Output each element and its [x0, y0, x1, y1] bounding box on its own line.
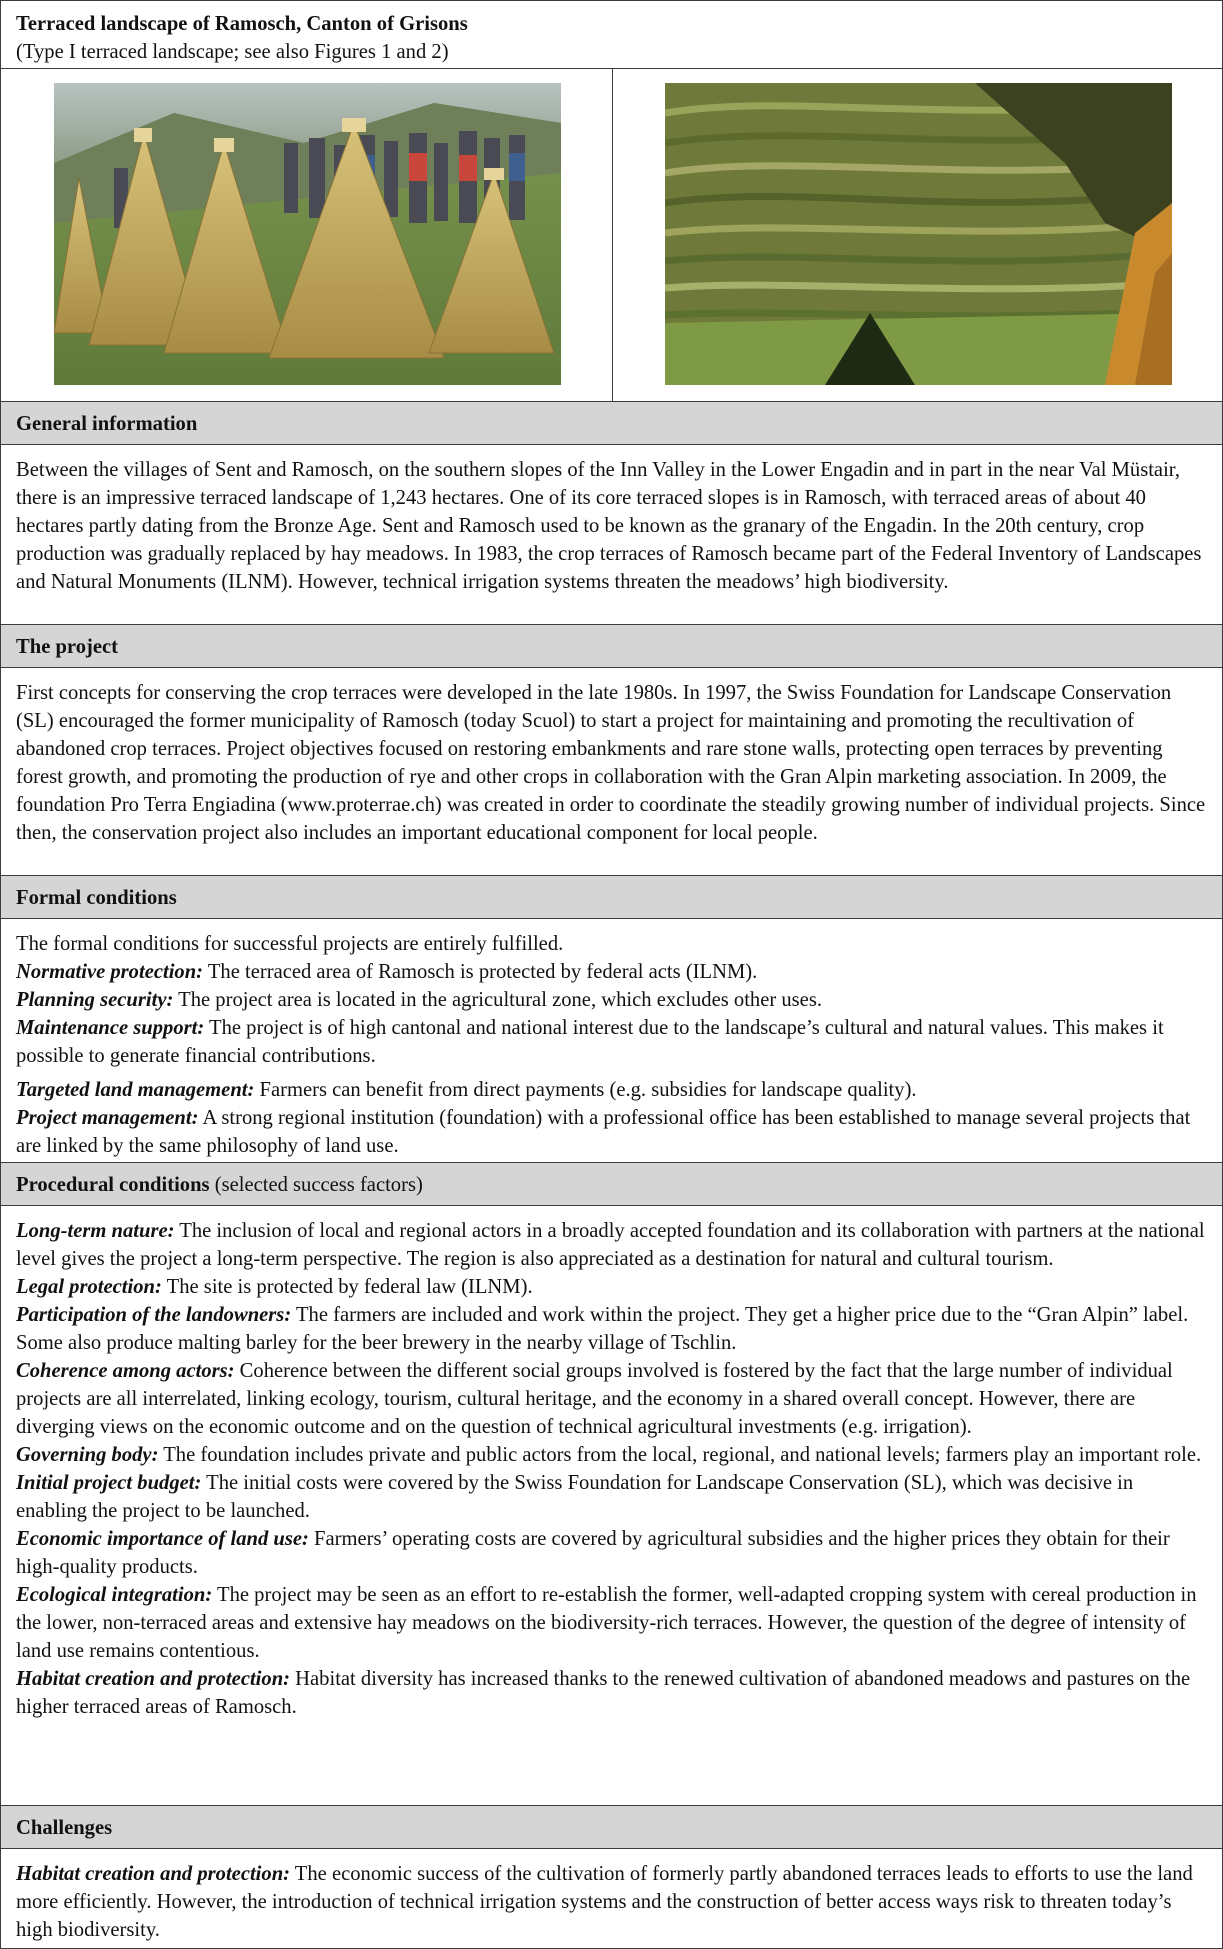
formal-item: [16, 1014, 1207, 1070]
formal-heading-text: Formal conditions: [16, 887, 177, 909]
challenges-item-text: The economic success of the cultivation of formerly partly abandoned terraces leads to efforts to use the land more efficiently. However, the introduction of technical irrigation systems and the construction of better access ways risk to threaten today’s high biodiversity.: [16, 1863, 1193, 1941]
formal-item-text: The project is of high cantonal and national interest due to the landscape’s cultural and natural values. This makes it possible to generate financial contributions.: [16, 1017, 1164, 1067]
procedural-item-label: Coherence among actors:: [16, 1360, 235, 1382]
procedural-item-text: The initial costs were covered by the Swiss Foundation for Landscape Conservation (SL), which was decisive in enabling the project to be launched.: [16, 1472, 1134, 1522]
procedural-item-label: Legal protection:: [16, 1276, 162, 1298]
procedural-item-text: The inclusion of local and regional actors in a broadly accepted foundation and its collaboration with partners at the national level gives the project a long-term perspective. The region is also appreciated as a destination for natural and cultural tourism.: [16, 1220, 1205, 1270]
photo-terraced-slope: [665, 83, 1172, 385]
photo-divider: [612, 69, 613, 402]
procedural-item: [16, 1357, 1207, 1441]
challenges-item: [16, 1860, 1207, 1944]
document-subtitle: (Type I terraced landscape; see also Figures 1 and 2): [16, 41, 449, 63]
section-body-formal: [1, 919, 1222, 1163]
section-heading-procedural: [1, 1163, 1222, 1206]
section-heading-challenges: [1, 1806, 1222, 1849]
challenges-heading-text: Challenges: [16, 1817, 113, 1839]
challenges-item-label: Habitat creation and protection:: [16, 1863, 291, 1885]
procedural-item-text: Coherence between the different social groups involved is fostered by the fact that the large number of individual projects are all interrelated, linking ecology, tourism, cultural heritage, and the economy in a shared overall concept. However, there are diverging views on the economic outcome and on the question of technical agricultural investments (e.g. irrigation).: [16, 1360, 1173, 1438]
section-body-project: [1, 668, 1222, 876]
formal-item-label: Planning security:: [16, 989, 174, 1011]
formal-item: [16, 1104, 1207, 1160]
formal-item: [16, 986, 1207, 1014]
procedural-item: [16, 1525, 1207, 1581]
procedural-item-label: Governing body:: [16, 1444, 159, 1466]
formal-item: [16, 1076, 1207, 1104]
procedural-item-text: Farmers’ operating costs are covered by agricultural subsidies and the higher prices they obtain for their high-quality products.: [16, 1528, 1170, 1578]
procedural-item-label: Ecological integration:: [16, 1584, 213, 1606]
procedural-item-label: Habitat creation and protection:: [16, 1668, 291, 1690]
project-heading-text: The project: [16, 636, 118, 658]
formal-item-label: Targeted land management:: [16, 1079, 255, 1101]
section-heading-formal: [1, 876, 1222, 919]
formal-intro: The formal conditions for successful projects are entirely fulfilled.: [16, 933, 564, 955]
formal-item-text: The terraced area of Ramosch is protected by federal acts (ILNM).: [203, 961, 758, 983]
photo-row: [1, 69, 1222, 402]
formal-item: [16, 958, 1207, 986]
formal-item-text: Farmers can benefit from direct payments (e.g. subsidies for landscape quality).: [254, 1079, 917, 1101]
procedural-item-text: The project may be seen as an effort to re-establish the former, well-adapted cropping system with cereal production in the lower, non-terraced areas and extensive hay meadows on the biodiversity-rich terraces. However, the question of the degree of intensity of land use remains contentious.: [16, 1584, 1197, 1662]
title-block: [1, 1, 1222, 69]
procedural-item: [16, 1469, 1207, 1525]
project-paragraph: First concepts for conserving the crop terraces were developed in the late 1980s. In 1997, the Swiss Foundation for Landscape Conservation (SL) encouraged the former municipality of Ramosch (today Scuol) to start a project for maintaining and promoting the recultivation of abandoned crop terraces. Project objectives focused on restoring embankments and rare stone walls, protecting open terraces by preventing forest growth, and promoting the production of rye and other crops in collaboration with the Gran Alpin marketing association. In 2009, the foundation Pro Terra Engiadina (www.proterrae.ch) was created in order to coordinate the steadily growing number of individual projects. Since then, the conservation project also includes an important educational component for local people.: [16, 682, 1206, 844]
formal-item-label: Normative protection:: [16, 961, 204, 983]
section-heading-project: [1, 625, 1222, 668]
general-paragraph: Between the villages of Sent and Ramosch, on the southern slopes of the Inn Valley in the Lower Engadin and in part in the near Val Müstair, there is an impressive terraced landscape of 1,243 hectares. One of its core terraced slopes is in Ramosch, with terraced areas of about 40 hectares partly dating from the Bronze Age. Sent and Ramosch used to be known as the granary of the Engadin. In the 20th century, crop production was gradually replaced by hay meadows. In 1983, the crop terraces of Ramosch became part of the Federal Inventory of Landscapes and Natural Monuments (ILNM). However, technical irrigation systems threaten the meadows’ high biodiversity.: [16, 459, 1202, 593]
procedural-item-text: The site is protected by federal law (ILNM).: [161, 1276, 533, 1298]
document-title: Terraced landscape of Ramosch, Canton of Grisons: [16, 13, 468, 35]
section-body-challenges: [1, 1849, 1222, 1948]
section-body-procedural: [1, 1206, 1222, 1806]
section-heading-general: [1, 402, 1222, 445]
formal-item-label: Maintenance support:: [16, 1017, 205, 1039]
formal-item-text: A strong regional institution (foundation) with a professional office has been established to manage several projects that are linked by the same philosophy of land use.: [16, 1107, 1191, 1157]
photo-harvest-sheaves: [54, 83, 561, 385]
procedural-item-label: Participation of the landowners:: [16, 1304, 292, 1326]
procedural-item: [16, 1217, 1207, 1273]
procedural-item-text: The foundation includes private and public actors from the local, regional, and national levels; farmers play an important role.: [158, 1444, 1202, 1466]
procedural-item: [16, 1441, 1207, 1469]
section-body-general: [1, 445, 1222, 625]
procedural-item: [16, 1581, 1207, 1665]
procedural-heading-note: (selected success factors): [209, 1174, 423, 1196]
procedural-item: [16, 1665, 1207, 1721]
general-heading-text: General information: [16, 413, 198, 435]
procedural-item-label: Initial project budget:: [16, 1472, 202, 1494]
procedural-item: [16, 1273, 1207, 1301]
formal-item-label: Project management:: [16, 1107, 199, 1129]
formal-item-text: The project area is located in the agricultural zone, which excludes other uses.: [173, 989, 822, 1011]
procedural-heading-text: Procedural conditions: [16, 1174, 210, 1196]
procedural-item-label: Long-term nature:: [16, 1220, 175, 1242]
procedural-item-text: Habitat diversity has increased thanks to the renewed cultivation of abandoned meadows and pastures on the higher terraced areas of Ramosch.: [16, 1668, 1191, 1718]
procedural-item-label: Economic importance of land use:: [16, 1528, 309, 1550]
procedural-item: [16, 1301, 1207, 1357]
procedural-item-text: The farmers are included and work within the project. They get a higher price due to the “Gran Alpin” label. Some also produce malting barley for the beer brewery in the nearby village of Tschlin.: [16, 1304, 1189, 1354]
